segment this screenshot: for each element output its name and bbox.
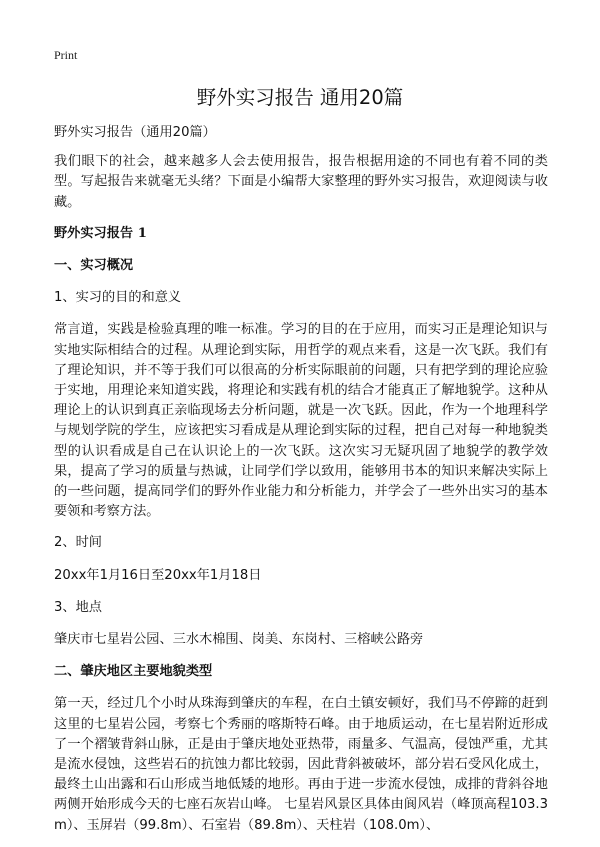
print-link[interactable]: Print [54, 48, 78, 62]
page-title: 野外实习报告 通用20篇 [196, 86, 404, 109]
item-title-location: 3、地点 [54, 599, 102, 615]
item-title-time: 2、时间 [54, 535, 102, 551]
purpose-paragraph: 常言道，实践是检验真理的唯一标准。学习的目的在于应用，而实习正是理论知识与实地实际相结合的过程。从理论到实际，用哲学的观点来看，这是一次飞跃。我们有了理论知识，并不等于我们可以很高的分析实际眼前的问题，只有把学到的理论应验于实地，用理论来知道实践，将理论和实践有机的结合才能真正了解地貌学。这种从理论上的认识到真正亲临现场去分析问题，就是一次飞跃。因此，作为一个地理科学与规划学院的学生，应该把实习看成是从理论到实际的过程，把自己对每一种地貌类型的认识看成是自己在认识论上的一次飞跃。这次实习无疑巩固了地貌学的教学效果，提高了学习的质量与热诚，让同学们学以致用，能够用书本的知识来解决实际上的一些问题，提高同学们的野外作业能力和分析能力，并学会了一些外出实习的基本要领和考察方法。 [54, 322, 548, 520]
section-heading-landforms: 二、肇庆地区主要地貌类型 [54, 664, 213, 680]
intro-paragraph: 我们眼下的社会，越来越多人会去使用报告，报告根据用途的不同也有着不同的类型。写起报告来就毫无头绪？下面是小编帮大家整理的野外实习报告，欢迎阅读与收藏。 [54, 154, 548, 210]
section-heading-overview: 一、实习概况 [54, 258, 134, 274]
report-heading: 野外实习报告 1 [54, 225, 147, 241]
landforms-paragraph: 第一天，经过几个小时从珠海到肇庆的车程，在白土镇安顿好，我们马不停蹄的赶到这里的七星岩公园，考察七个秀丽的喀斯特石峰。由于地质运动，在七星岩附近形成了一个褶皱背斜山脉，正是由于肇庆地处亚热带，雨量多、气温高，侵蚀严重，尤其是流水侵蚀，这些岩石的抗蚀力都比较弱，因此背斜被破坏，部分岩石受风化成土，最终土山出露和石山形成当地低矮的地形。再由于进一步流水侵蚀，成排的背斜谷地两侧开始形成今天的七座石灰岩山峰。 七星岩风景区具体由阆风岩（峰顶高程103.3m）、玉屏岩（99.8m）、石室岩（89.8m）、天柱岩（108.0m）、 [54, 696, 548, 833]
document-subtitle: 野外实习报告（通用20篇） [54, 125, 216, 140]
location-value: 肇庆市七星岩公园、三水木棉围、岗美、东岗村、三榕峡公路旁 [54, 632, 424, 648]
document-body [54, 123, 548, 847]
time-value: 20xx年1月16日至20xx年1月18日 [54, 567, 262, 583]
item-title-purpose: 1、实习的目的和意义 [54, 290, 182, 306]
